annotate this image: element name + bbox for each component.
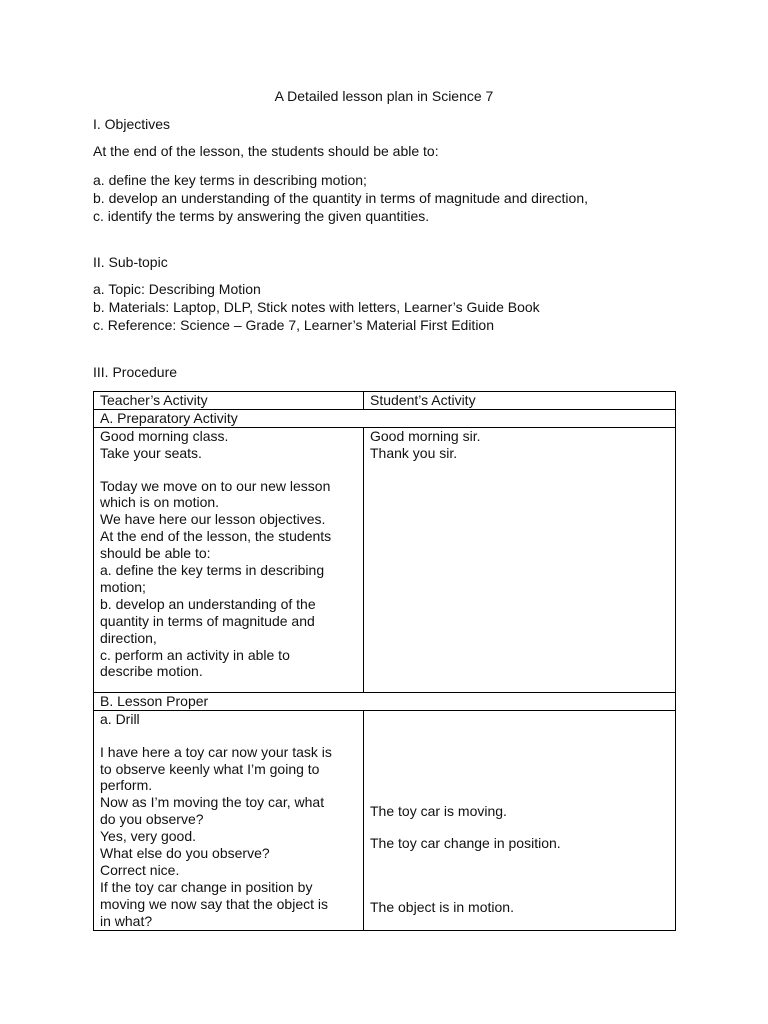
objective-item: c. identify the terms by answering the given quantities. [93, 208, 430, 224]
table-row [94, 427, 676, 692]
column-header-student: Student’s Activity [364, 392, 676, 410]
procedure-table [93, 391, 676, 931]
subtopic-list [93, 281, 713, 335]
page-title: A Detailed lesson plan in Science 7 [274, 88, 494, 104]
subtopic-item: c. Reference: Science – Grade 7, Learner’s Material First Edition [93, 317, 495, 333]
student-activity-cell: The toy car is moving. The toy car change in position. The object is in motion. [364, 710, 676, 930]
objective-item: a. define the key terms in describing motion; [93, 172, 367, 188]
student-activity-cell: Good morning sir. Thank you sir. [364, 427, 676, 692]
section-row [94, 692, 676, 710]
column-header-teacher: Teacher’s Activity [94, 392, 364, 410]
teacher-activity-cell: a. Drill I have here a toy car now your task is to observe keenly what I’m going to perform. Now as I’m moving the toy car, what do you observe? Yes, very good. What else do you observe? Correct nice. If the toy car change in position by moving we now say that the object is in what? [94, 710, 364, 930]
table-header-row [94, 392, 676, 410]
objectives-heading: I. Objectives [93, 116, 171, 132]
objectives-intro: At the end of the lesson, the students should be able to: [93, 143, 439, 159]
section-a-label: A. Preparatory Activity [94, 409, 676, 427]
objective-item: b. develop an understanding of the quantity in terms of magnitude and direction, [93, 190, 588, 206]
objectives-list [93, 172, 713, 226]
subtopic-item: a. Topic: Describing Motion [93, 281, 261, 297]
subtopic-item: b. Materials: Laptop, DLP, Stick notes with letters, Learner’s Guide Book [93, 299, 540, 315]
section-row [94, 409, 676, 427]
section-b-label: B. Lesson Proper [94, 692, 676, 710]
procedure-heading: III. Procedure [93, 364, 178, 380]
table-row [94, 710, 676, 930]
teacher-activity-cell: Good morning class. Take your seats. Today we move on to our new lesson which is on motion. We have here our lesson objectives. At the end of the lesson, the students should be able to: a. define the key terms in describing motion; b. develop an understanding of the quantity in terms of magnitude and direction, c. perform an activity in able to describe motion. [94, 427, 364, 692]
subtopic-heading: II. Sub-topic [93, 254, 168, 270]
